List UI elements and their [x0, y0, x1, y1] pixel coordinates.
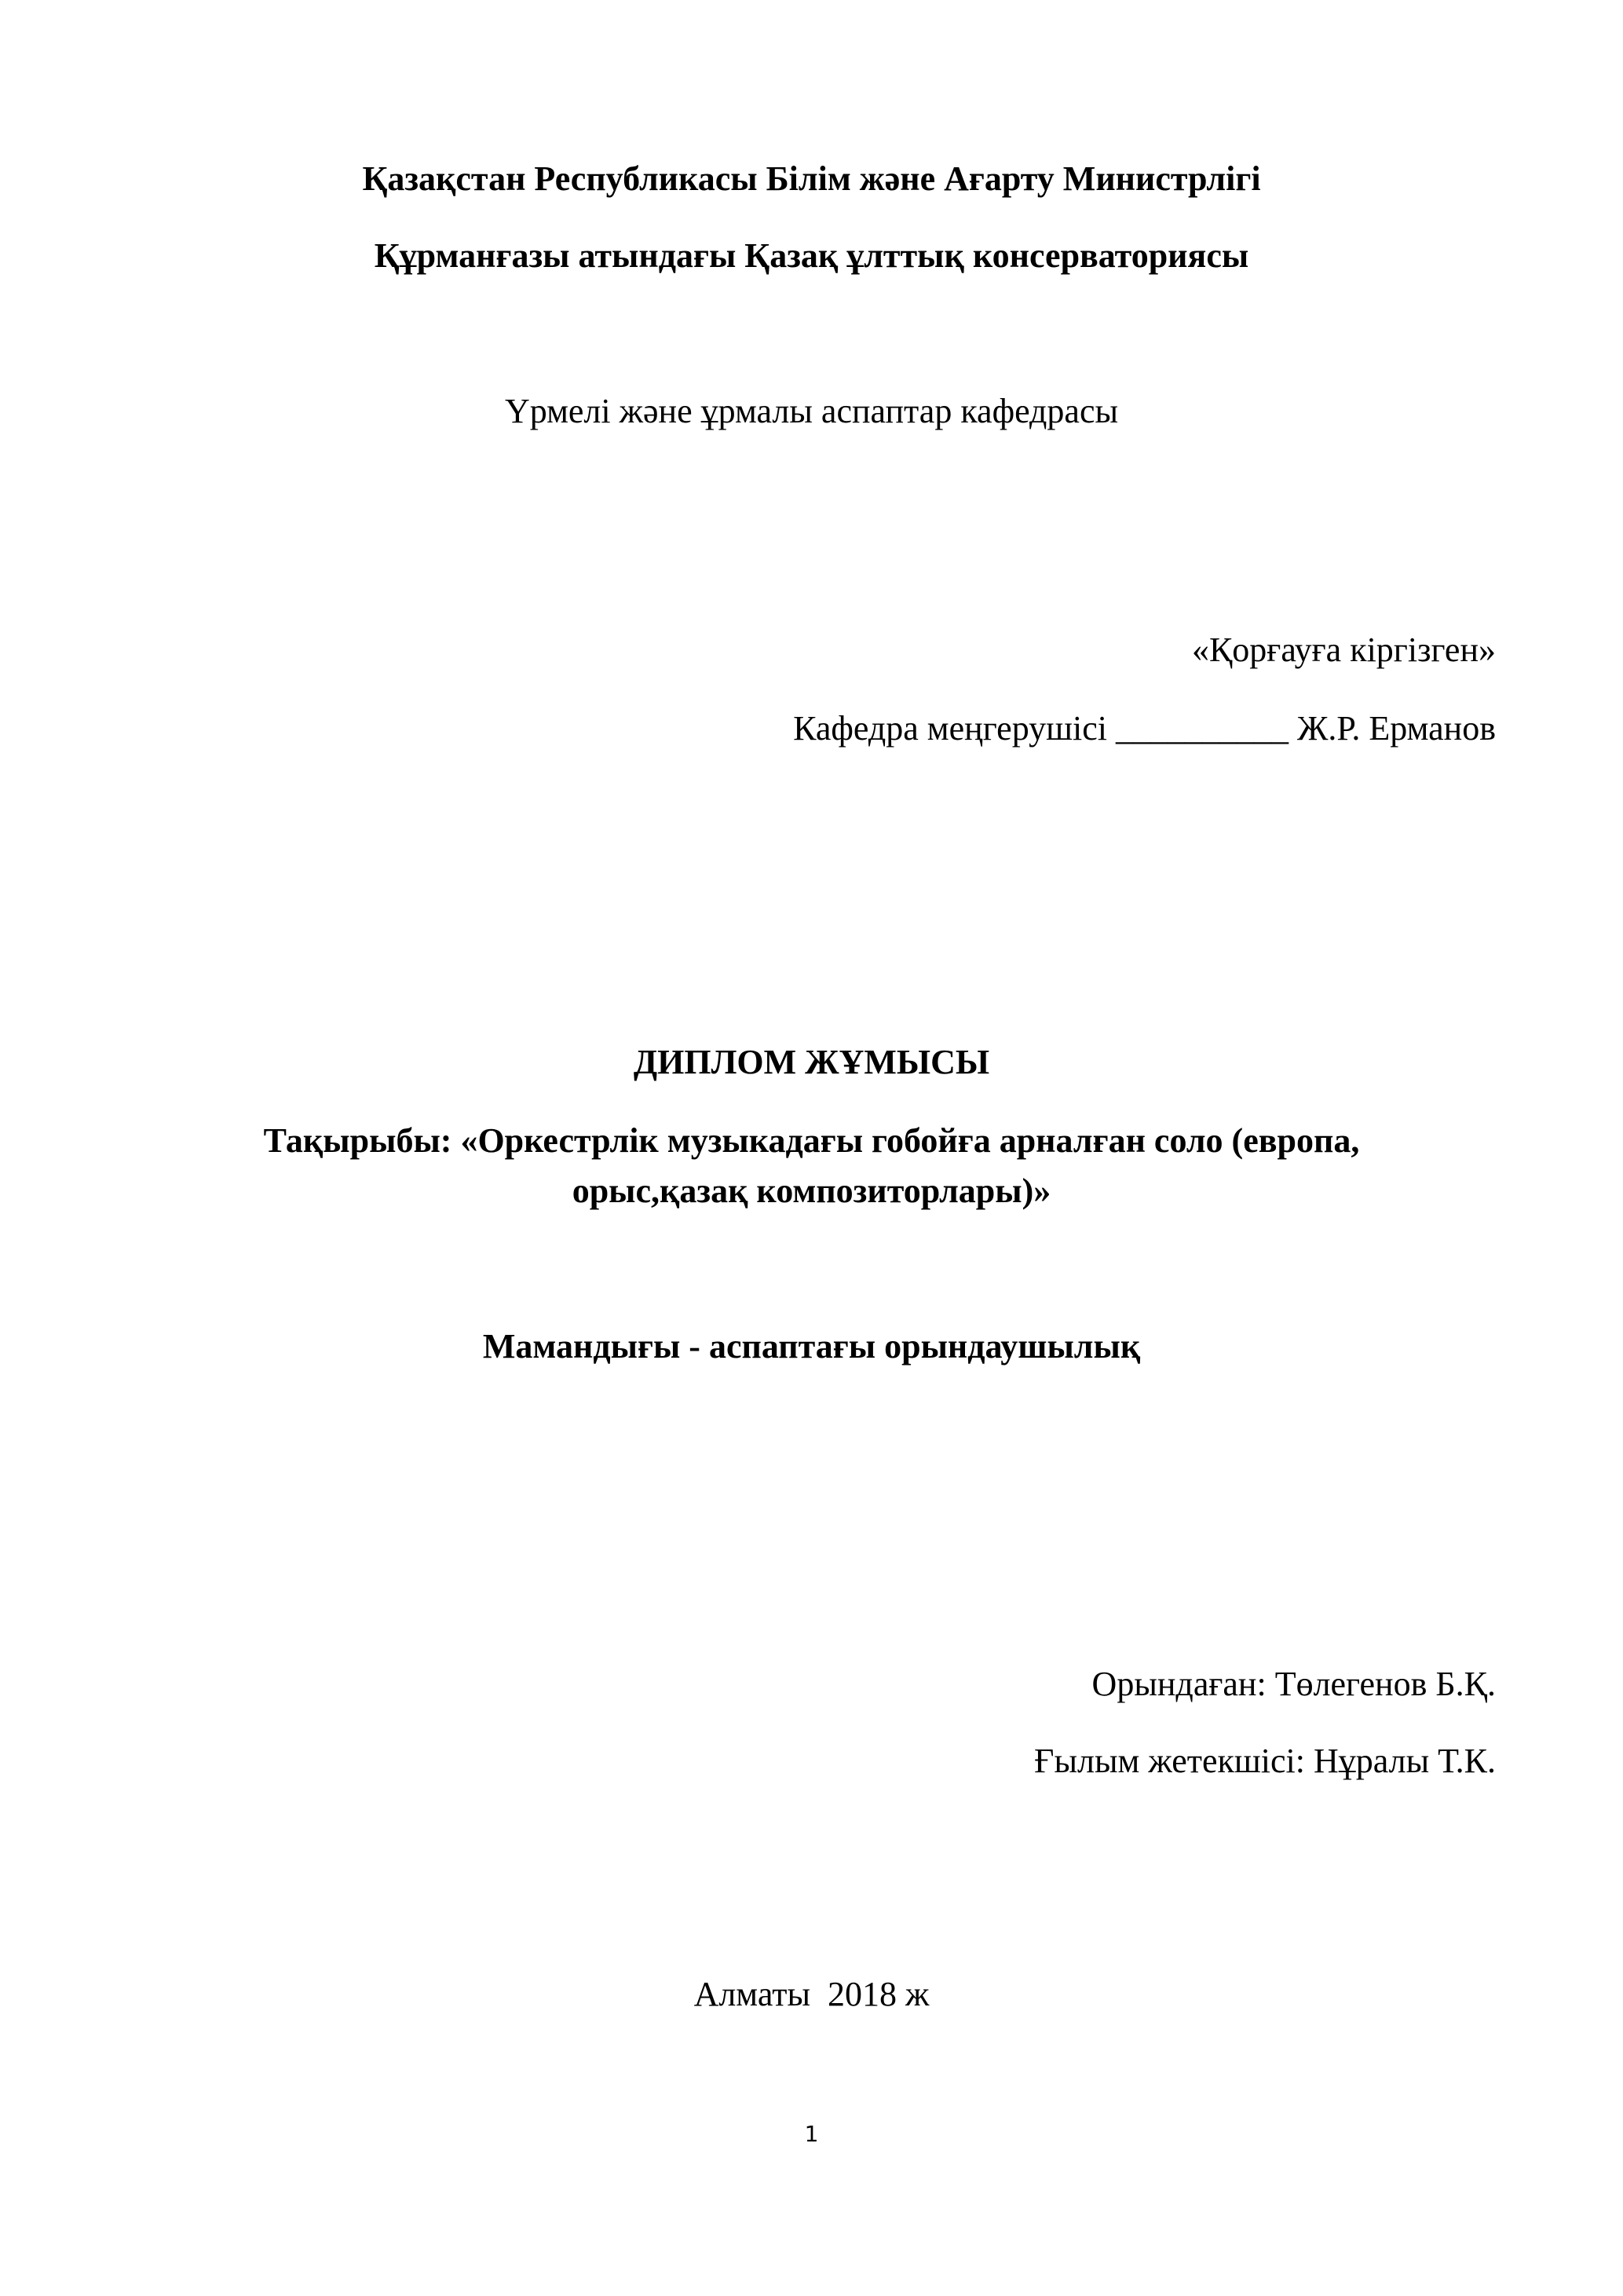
- place-year: Алматы 2018 ж: [693, 1975, 930, 2013]
- head-of-department-signature: Кафедра меңгерушісі __________ Ж.Р. Ерманов: [793, 709, 1496, 748]
- topic-line-2: орыс,қазақ композиторлары)»: [572, 1172, 1051, 1210]
- document-type-title: ДИПЛОМ ЖҰМЫСЫ: [633, 1043, 990, 1081]
- admitted-label: «Қорғауға кіргізген»: [1191, 631, 1496, 669]
- department-name: Үрмелі және ұрмалы аспаптар кафедрасы: [504, 392, 1119, 430]
- ministry-heading: Қазақстан Республикасы Білім және Ағарту Министрлігі: [362, 159, 1261, 198]
- conservatory-heading: Құрманғазы атындағы Қазақ ұлттық консерваториясы: [374, 236, 1249, 275]
- topic-line-1: Тақырыбы: «Оркестрлік музыкадағы гобойға арналған соло (европа,: [263, 1121, 1360, 1160]
- page-number: 1: [804, 2121, 819, 2147]
- specialty-line: Мамандығы - аспаптағы орындаушылық: [482, 1327, 1141, 1366]
- supervisor-line: Ғылым жетекшісі: Нұралы Т.К.: [1034, 1742, 1496, 1780]
- performer-line: Орындаған: Төлегенов Б.Қ.: [1091, 1665, 1496, 1703]
